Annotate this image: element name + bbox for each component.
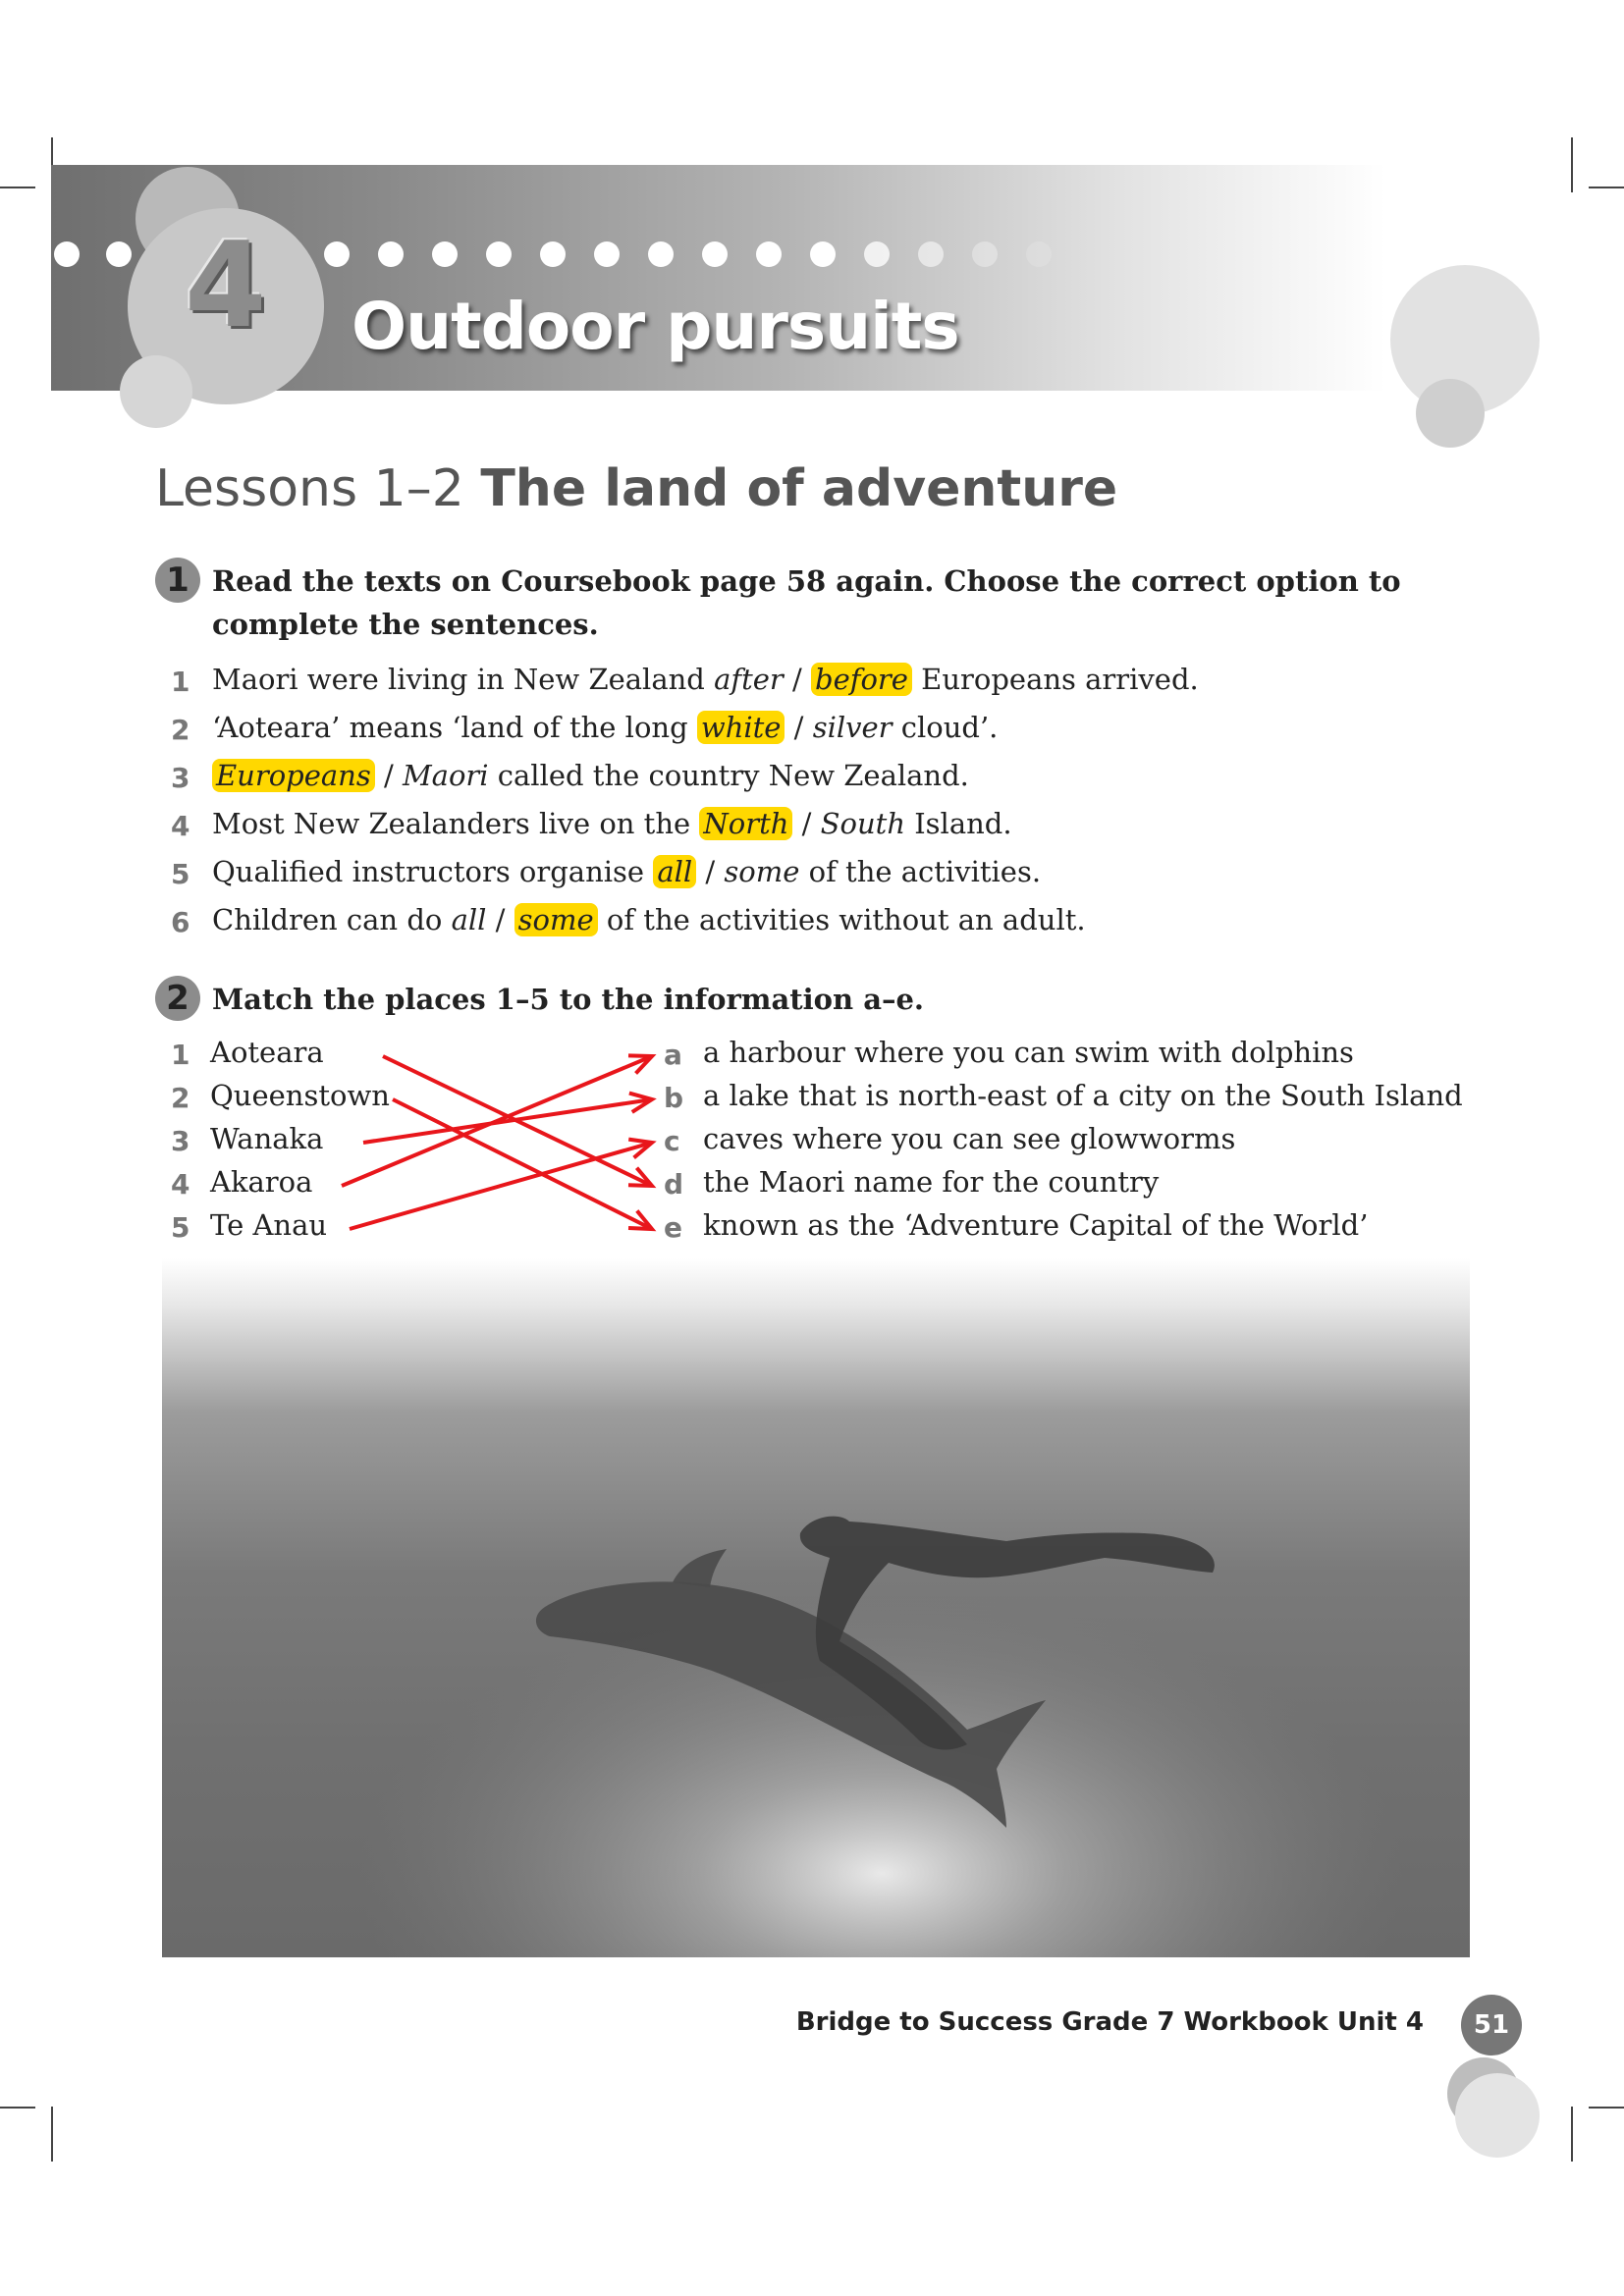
- place-number: 5: [171, 1211, 190, 1244]
- info-text: the Maori name for the country: [703, 1165, 1160, 1199]
- info-letter: e: [664, 1211, 682, 1244]
- sentence-end: of the activities.: [799, 855, 1042, 888]
- option-separator: /: [696, 855, 725, 888]
- option-first[interactable]: all: [653, 855, 696, 888]
- option-separator: /: [486, 903, 514, 936]
- sentence-end: cloud’.: [892, 711, 999, 744]
- option-second[interactable]: Maori: [402, 759, 489, 792]
- lesson-number: Lessons 1–2: [155, 459, 464, 518]
- option-second[interactable]: before: [811, 663, 912, 696]
- sentence-end: called the country New Zealand.: [488, 759, 969, 792]
- lesson-title: The land of adventure: [480, 459, 1118, 518]
- item-number: 5: [171, 858, 190, 890]
- option-second[interactable]: some: [514, 903, 598, 936]
- item-number: 4: [171, 810, 190, 842]
- option-second[interactable]: some: [724, 855, 800, 888]
- exercise-instruction: Match the places 1–5 to the information a–e.: [212, 983, 925, 1016]
- place-number: 4: [171, 1168, 190, 1201]
- item-number: 6: [171, 906, 190, 938]
- sentence-start: Children can do: [212, 903, 452, 936]
- info-letter: a: [664, 1039, 682, 1071]
- sentence-end: of the activities without an adult.: [597, 903, 1086, 936]
- info-letter: c: [664, 1125, 680, 1157]
- info-text: known as the ‘Adventure Capital of the World’: [703, 1208, 1369, 1242]
- sentence-start: ‘Aoteara’ means ‘land of the long: [212, 711, 697, 744]
- option-first[interactable]: Europeans: [212, 759, 375, 792]
- sentence-end: Europeans arrived.: [911, 663, 1199, 696]
- option-first[interactable]: North: [699, 807, 792, 840]
- option-first[interactable]: white: [697, 711, 785, 744]
- info-text: a harbour where you can swim with dolphins: [703, 1036, 1354, 1069]
- place-number: 3: [171, 1125, 190, 1157]
- place-name: Aoteara: [210, 1036, 324, 1069]
- item-number: 3: [171, 762, 190, 794]
- info-text: caves where you can see glowworms: [703, 1122, 1236, 1155]
- item-number: 2: [171, 714, 190, 746]
- dolphin-swimmer-photo: [162, 1258, 1470, 1957]
- option-separator: /: [785, 711, 813, 744]
- book-title-footer: Bridge to Success Grade 7 Workbook Unit 4: [795, 2007, 1424, 2037]
- place-name: Wanaka: [210, 1122, 324, 1155]
- place-name: Queenstown: [210, 1079, 390, 1112]
- exercise-instruction: Read the texts on Coursebook page 58 again. Choose the correct option to complete the sentences.: [212, 564, 1401, 641]
- underwater-scene: [162, 1258, 1470, 1957]
- page-number: 51: [1461, 1995, 1522, 2056]
- unit-title: Outdoor pursuits: [352, 289, 959, 364]
- option-second[interactable]: South: [820, 807, 905, 840]
- sentence-start: Maori were living in New Zealand: [212, 663, 715, 696]
- place-number: 2: [171, 1082, 190, 1114]
- match-arrow-line: [342, 1056, 652, 1186]
- sentence-end: Island.: [905, 807, 1012, 840]
- option-separator: /: [783, 663, 811, 696]
- option-first[interactable]: all: [451, 903, 487, 936]
- sentence-start: Most New Zealanders live on the: [212, 807, 700, 840]
- exercise-number-badge: 2: [155, 976, 200, 1021]
- info-text: a lake that is north-east of a city on the South Island: [703, 1079, 1463, 1112]
- option-separator: /: [792, 807, 821, 840]
- info-letter: d: [664, 1168, 684, 1201]
- option-second[interactable]: silver: [812, 711, 893, 744]
- place-name: Akaroa: [210, 1165, 313, 1199]
- info-letter: b: [664, 1082, 684, 1114]
- sentence-start: Qualified instructors organise: [212, 855, 654, 888]
- unit-number: 4: [185, 218, 267, 354]
- item-number: 1: [171, 666, 190, 698]
- place-number: 1: [171, 1039, 190, 1071]
- option-separator: /: [374, 759, 403, 792]
- option-first[interactable]: after: [714, 663, 784, 696]
- exercise-number-badge: 1: [155, 558, 200, 603]
- place-name: Te Anau: [210, 1208, 328, 1242]
